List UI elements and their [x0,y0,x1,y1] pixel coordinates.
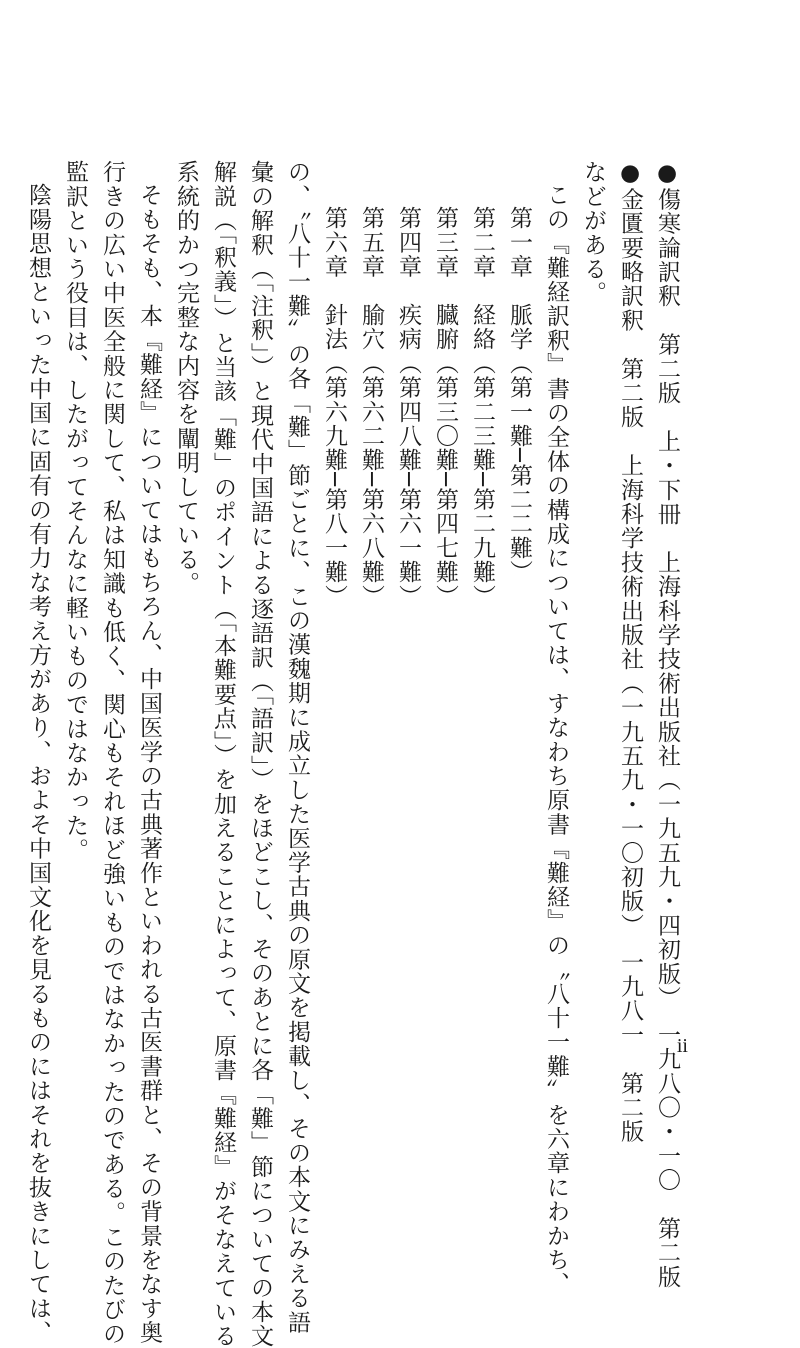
text-column: ●金匱要略訳釈 第二版 上海科学技術出版社（一九五九・一〇初版） 一九八一 第二版 [617,160,643,1144]
text-column: の、〝八十一難〟の各「難」節ごとに、この漢魏期に成立した医学古典の原文を掲載し、その本文にみえる語 [284,160,310,1335]
text-column: 系統的かつ完整な内容を闡明している。 [173,160,199,596]
text-column: この『難経訳釈』書の全体の構成については、すなわち原書『難経』の〝八十一難〟を六章にわかち、 [543,183,569,1297]
text-column: 第三章 臓腑（第三〇難─第四七難） [432,206,458,609]
text-column: 監訳という役目は、したがってそんなに軽いものではなかった。 [62,160,88,862]
text-column: 第一章 脈学（第一難─第二二難） [506,206,532,585]
text-column: 第六章 針法（第六九難─第八一難） [321,206,347,609]
text-column: 第二章 経絡（第二三難─第二九難） [469,206,495,609]
text-column: 第四章 疾病（第四八難─第六一難） [395,206,421,609]
text-column: 第五章 腧穴（第六二難─第六八難） [358,206,384,609]
text-column: 陰陽思想といった中国に固有の有力な考え方があり、およそ中国文化を見るものにはそれを抜きにしては、 [25,183,51,1345]
page-number: ii [676,1035,688,1057]
text-column: ●傷寒論訳釈 第二版 上・下冊 上海科学技術出版社（一九五九・四初版） 一九八〇・一〇 第二版 [654,160,680,1289]
text-column: 行きの広い中医全般に関して、私は知識も低く、関心もそれほど強いものではなかったのである。このたびの [99,160,125,1346]
text-column: 彙の解釈（「注釈」）と現代中国語による逐語訳（「語訳」）をほどこし、そのあとに各「難」節についての本文 [247,160,273,1348]
text-column: 解説（「釈義」）と当該「難」のポイント（「本難要点」）を加えることによって、原書『難経』がそなえている [210,160,236,1348]
text-column: などがある。 [580,160,606,306]
text-column: そもそも、本『難経』についてはもちろん、中国医学の古典著作といわれる古医書群と、その背景をなす奥 [136,183,162,1345]
